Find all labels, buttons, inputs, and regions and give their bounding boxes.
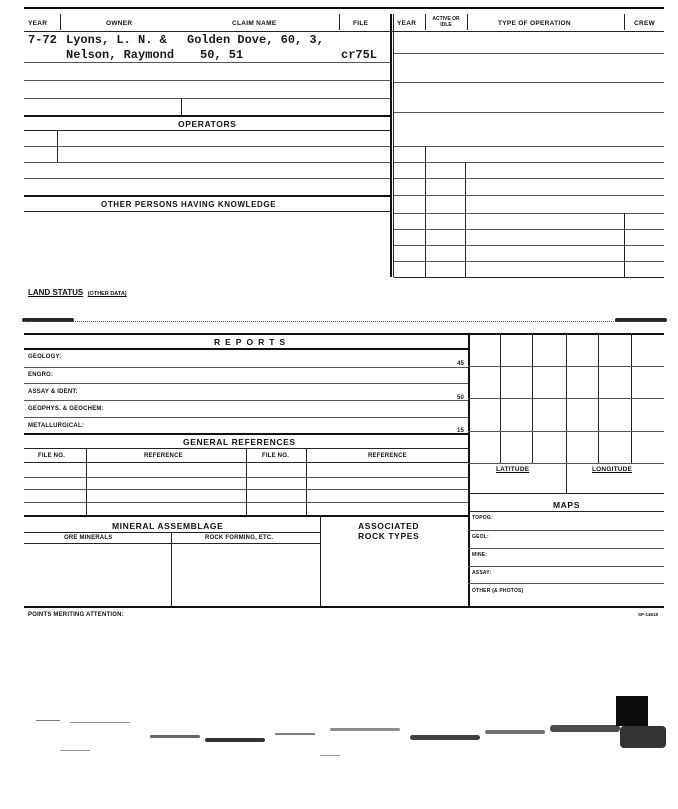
maps-mine-label: MINE: [472,552,488,558]
ore-minerals-header: ORE MINERALS [64,535,113,541]
report-label-engrg: ENGRG: [28,372,54,378]
entry-year: 7-72 [28,33,57,47]
header-activity-year: YEAR [397,20,417,27]
report-num-assay: 50 [457,395,465,401]
maps-topog-label: TOPOG: [472,515,493,521]
reports-title: REPORTS [214,337,291,347]
mineral-assemblage-title: MINERAL ASSEMBLAGE [112,521,224,531]
general-references-title: GENERAL REFERENCES [183,437,296,447]
header-file: FILE [353,20,369,27]
header-type-of-operation: TYPE OF OPERATION [498,20,571,27]
ref-header-reference-1: REFERENCE [144,453,183,459]
report-label-assay: ASSAY & IDENT: [28,389,78,395]
associated-rock-types-line1: ASSOCIATED [358,521,420,531]
rock-forming-header: ROCK FORMING, ETC. [205,535,274,541]
ref-header-reference-2: REFERENCE [368,453,407,459]
associated-rock-types-line2: ROCK TYPES [358,531,420,541]
entry-file: cr75L [341,48,378,62]
land-status-label [28,282,127,300]
entry-owner-line2: Nelson, Raymond [66,48,175,62]
latitude-label: LATITUDE [496,466,530,473]
report-num-geology: 45 [457,361,465,367]
maps-other-label: OTHER (& PHOTOS) [472,588,524,594]
ref-header-file-no-1: FILE NO. [38,453,65,459]
points-meriting-attention-label: POINTS MERITING ATTENTION: [28,612,124,618]
header-year: YEAR [28,20,48,27]
entry-claim-line2: 50, 51 [200,48,244,62]
header-active-or-idle: ACTIVE OR IDLE [432,16,460,28]
operators-title: OPERATORS [178,119,237,129]
header-claim-name: CLAIM NAME [232,20,277,27]
other-persons-title: OTHER PERSONS HAVING KNOWLEDGE [101,200,277,209]
land-status-subtitle: (OTHER DATA) [87,291,127,297]
report-label-geology: GEOLOGY: [28,354,62,360]
entry-owner-line1: Lyons, L. N. & [66,33,167,47]
entry-claim-line1: Golden Dove, 60, 3, [187,33,324,47]
maps-assay-label: ASSAY: [472,570,492,576]
header-owner: OWNER [106,20,133,27]
maps-geol-label: GEOL: [472,534,489,540]
ref-header-file-no-2: FILE NO. [262,453,289,459]
land-status-title: LAND STATUS [28,288,84,297]
longitude-label: LONGITUDE [592,466,633,473]
form-code: SP-14618 [638,612,659,617]
report-num-metallurgical: 15 [457,428,465,434]
report-label-geophys: GEOPHYS. & GEOCHEM: [28,406,104,412]
report-label-metallurgical: METALLURGICAL: [28,423,85,429]
header-crew: CREW [634,20,656,27]
maps-title: MAPS [553,500,580,510]
